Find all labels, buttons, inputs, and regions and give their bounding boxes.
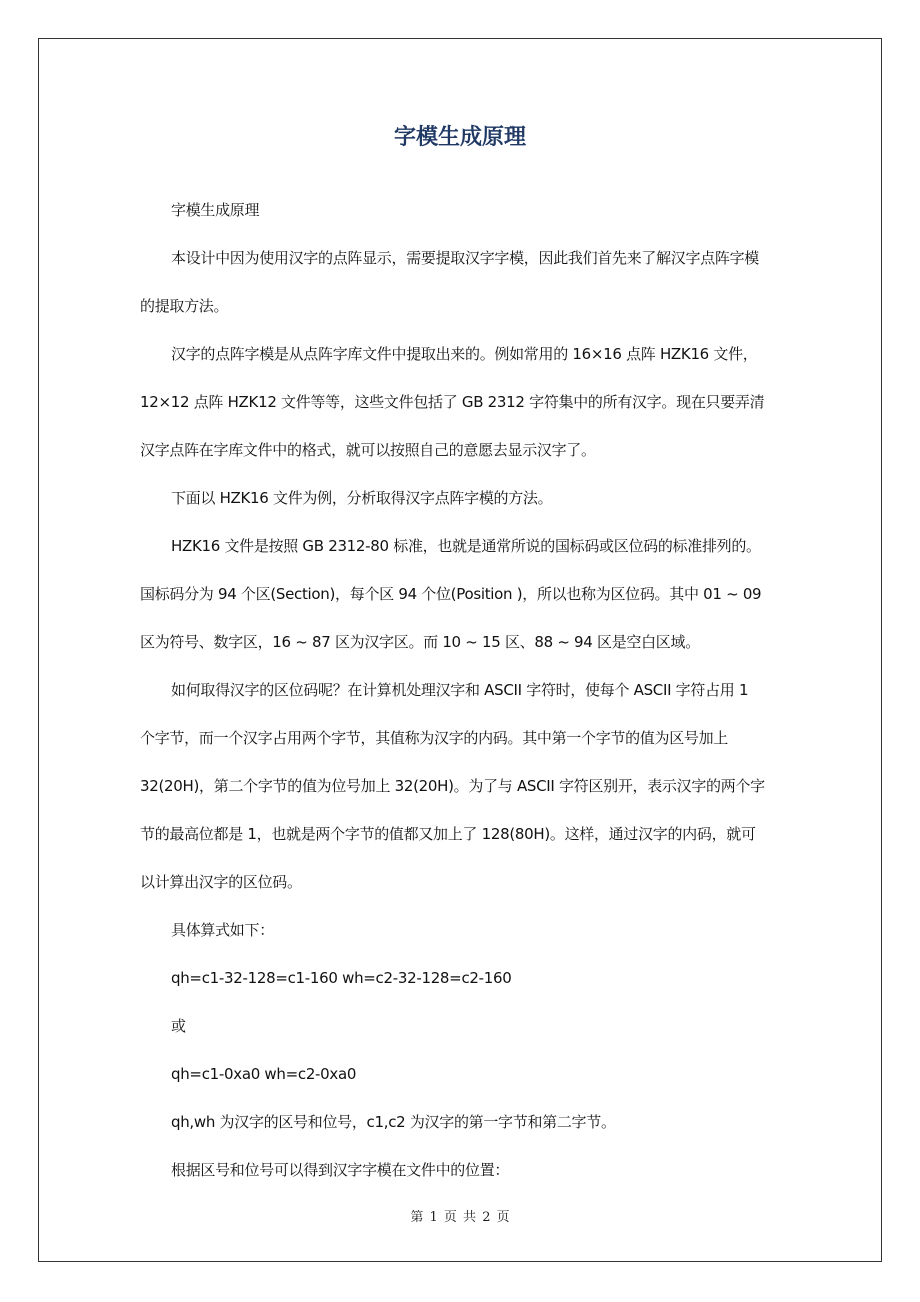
paragraph — [140, 340, 785, 484]
text-line: 汉字的点阵字模是从点阵字库文件中提取出来的。例如常用的 16×16 点阵 HZK16 文件， — [171, 345, 758, 363]
paragraph — [140, 244, 785, 340]
paragraph — [140, 1012, 785, 1060]
text-line: 国标码分为 94 个区(Section)，每个区 94 个位(Position )，所以也称为区位码。其中 01 ~ 09 — [140, 585, 762, 603]
text-line: 字模生成原理 — [171, 201, 260, 219]
document-body — [140, 196, 785, 1204]
text-line: 区为符号、数字区，16 ~ 87 区为汉字区。而 10 ~ 15 区、88 ~ 94 区是空白区域。 — [140, 633, 700, 651]
paragraph — [140, 1108, 785, 1156]
text-line: 12×12 点阵 HZK12 文件等等，这些文件包括了 GB 2312 字符集中的所有汉字。现在只要弄清 — [140, 393, 765, 411]
text-line: 下面以 HZK16 文件为例，分析取得汉字点阵字模的方法。 — [171, 489, 553, 507]
paragraph — [140, 676, 785, 916]
paragraph — [140, 532, 785, 676]
text-line: 具体算式如下： — [171, 921, 274, 939]
text-line: qh,wh 为汉字的区号和位号，c1,c2 为汉字的第一字节和第二字节。 — [171, 1113, 616, 1131]
text-line: HZK16 文件是按照 GB 2312-80 标准，也就是通常所说的国标码或区位码的标准排列的。 — [171, 537, 761, 555]
paragraph — [140, 484, 785, 532]
text-line: 以计算出汉字的区位码。 — [140, 873, 302, 891]
document-title: 字模生成原理 — [393, 125, 526, 150]
text-line: 个字节，而一个汉字占用两个字节，其值称为汉字的内码。其中第一个字节的值为区号加上 — [140, 729, 729, 747]
text-line: 32(20H)，第二个字节的值为位号加上 32(20H)。为了与 ASCII 字符区别开，表示汉字的两个字 — [140, 777, 765, 795]
text-line: 的提取方法。 — [140, 297, 229, 315]
text-line: 本设计中因为使用汉字的点阵显示，需要提取汉字字模，因此我们首先来了解汉字点阵字模 — [171, 249, 760, 267]
text-line: 或 — [171, 1017, 186, 1035]
text-line: 根据区号和位号可以得到汉字字模在文件中的位置： — [171, 1161, 510, 1179]
paragraph — [140, 196, 785, 244]
page-footer: 第 1 页 共 2 页 — [410, 1210, 510, 1225]
paragraph — [140, 916, 785, 964]
paragraph — [140, 1156, 785, 1204]
text-line: 汉字点阵在字库文件中的格式，就可以按照自己的意愿去显示汉字了。 — [140, 441, 596, 459]
text-line: qh=c1-0xa0 wh=c2-0xa0 — [171, 1065, 357, 1083]
text-line: qh=c1-32-128=c1-160 wh=c2-32-128=c2-160 — [171, 969, 512, 987]
paragraph — [140, 1060, 785, 1108]
paragraph — [140, 964, 785, 1012]
text-line: 如何取得汉字的区位码呢？在计算机处理汉字和 ASCII 字符时，使每个 ASCII 字符占用 1 — [171, 681, 749, 699]
text-line: 节的最高位都是 1，也就是两个字节的值都又加上了 128(80H)。这样，通过汉字的内码，就可 — [140, 825, 756, 843]
